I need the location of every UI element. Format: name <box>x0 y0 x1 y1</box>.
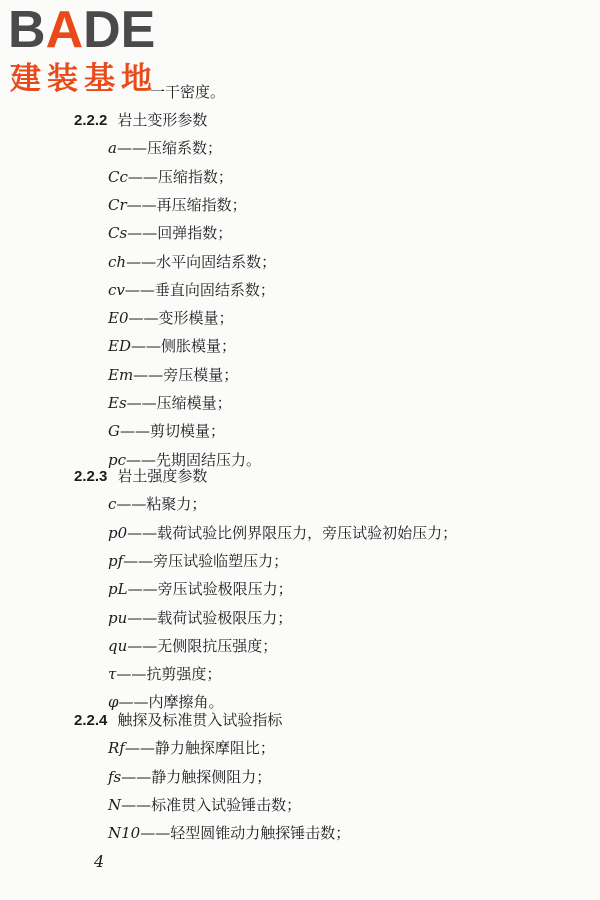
definition-dash: —— <box>127 609 158 627</box>
definition-item <box>108 138 222 158</box>
definition-dash: —— <box>133 366 164 384</box>
section-number: 2.2.2 <box>74 112 108 129</box>
definition-text: 变形模量； <box>158 309 234 327</box>
definition-dash: —— <box>126 253 157 271</box>
section-number: 2.2.4 <box>74 712 108 729</box>
definition-text: 再压缩指数； <box>156 196 247 214</box>
definition-item <box>108 767 271 787</box>
definition-symbol: E0 <box>108 309 129 327</box>
definition-item <box>108 795 301 815</box>
definition-text: 旁压模量； <box>163 366 239 384</box>
definition-dash: —— <box>116 139 147 157</box>
definition-item <box>108 336 236 356</box>
definition-symbol: Cc <box>108 168 128 186</box>
definition-text: 压缩指数； <box>157 168 233 186</box>
definition-symbol: G <box>108 422 120 440</box>
section-heading <box>74 710 282 731</box>
definition-dash: —— <box>130 337 161 355</box>
definition-dash: —— <box>140 824 171 842</box>
section-number: 2.2.3 <box>74 468 108 485</box>
definition-item <box>108 523 457 543</box>
definition-text: 旁压试验极限压力； <box>157 580 293 598</box>
section-title: 触探及标准贯入试验指标 <box>117 711 283 729</box>
definition-symbol: Es <box>108 394 127 412</box>
definition-text: 载荷试验极限压力； <box>157 609 293 627</box>
definition-text: 先期固结压力。 <box>156 451 262 469</box>
definition-dash: —— <box>127 168 158 186</box>
definition-symbol: pc <box>108 451 127 469</box>
definition-text: 压缩系数； <box>146 139 222 157</box>
definition-text: 压缩模量； <box>156 394 232 412</box>
logo-letters-de: DE <box>83 1 156 59</box>
definition-dash: —— <box>126 196 157 214</box>
definition-symbol: pL <box>108 580 128 598</box>
definition-symbol: pf <box>108 552 124 570</box>
definition-text: 标准贯入试验锤击数； <box>151 796 302 814</box>
definition-item <box>108 167 233 187</box>
definition-text: 回弹指数； <box>157 224 233 242</box>
definition-symbol: c <box>108 495 117 513</box>
definition-symbol: ED <box>108 337 131 355</box>
definition-dash: —— <box>119 422 150 440</box>
definition-dash: —— <box>127 580 158 598</box>
logo-letter-b: B <box>8 1 46 59</box>
definition-item <box>108 365 238 385</box>
definition-dash: —— <box>116 495 147 513</box>
definition-text: 旁压试验临塑压力； <box>153 552 289 570</box>
definition-item <box>108 636 277 656</box>
logo-wordmark <box>8 2 155 58</box>
definition-item <box>108 579 293 599</box>
definition-dash: —— <box>126 394 157 412</box>
definition-item <box>108 421 225 441</box>
definition-symbol: p0 <box>108 524 128 542</box>
definition-item <box>108 823 350 843</box>
definition-symbol: qu <box>108 637 128 655</box>
definition-text: 内摩擦角。 <box>148 693 224 711</box>
definition-dash: —— <box>123 552 154 570</box>
definition-item <box>108 551 288 571</box>
definition-dash: —— <box>121 768 152 786</box>
definition-dash: —— <box>124 739 155 757</box>
definition-symbol: τ <box>108 665 117 683</box>
definition-symbol: N10 <box>108 824 141 842</box>
definition-dash: —— <box>126 451 157 469</box>
definition-dash: —— <box>127 637 158 655</box>
section-heading <box>74 466 207 487</box>
definition-item <box>108 393 232 413</box>
definition-symbol: Cr <box>108 196 127 214</box>
definition-text: 静力触探侧阻力； <box>151 768 272 786</box>
section-heading <box>74 110 207 131</box>
logo-letter-a: A <box>45 1 84 59</box>
definition-dash: —— <box>121 796 152 814</box>
definition-item <box>108 308 234 328</box>
definition-text: 垂直向固结系数； <box>154 281 275 299</box>
definition-symbol: Rf <box>108 739 125 757</box>
section-title: 岩土变形参数 <box>117 111 208 129</box>
definition-symbol: cv <box>108 281 125 299</box>
definition-text: 粘聚力； <box>146 495 207 513</box>
definition-item <box>108 494 206 514</box>
logo-subtitle: 建装基地 <box>10 61 158 97</box>
definition-item <box>108 280 275 300</box>
definition-text: 抗剪强度； <box>146 665 222 683</box>
definition-item <box>108 195 247 215</box>
definition-item <box>108 223 232 243</box>
top-fragment: 一干密度。 <box>150 83 226 101</box>
definition-dash: —— <box>128 309 159 327</box>
page-number: 4 <box>94 852 105 871</box>
definition-item <box>108 608 292 628</box>
definition-symbol: φ <box>108 693 119 711</box>
definition-dash: —— <box>116 665 147 683</box>
section-title: 岩土强度参数 <box>117 467 208 485</box>
definition-item <box>108 252 276 272</box>
definition-item <box>108 738 275 758</box>
definition-dash: —— <box>124 281 155 299</box>
definition-symbol: Em <box>108 366 134 384</box>
definition-dash: —— <box>118 693 149 711</box>
definition-dash: —— <box>127 524 158 542</box>
definition-text: 水平向固结系数； <box>156 253 277 271</box>
definition-text: 载荷试验比例界限压力，旁压试验初始压力； <box>157 524 458 542</box>
definition-text: 剪切模量； <box>149 422 225 440</box>
definition-symbol: a <box>108 139 117 157</box>
definition-symbol: fs <box>108 768 122 786</box>
definition-dash: —— <box>127 224 158 242</box>
definition-symbol: Cs <box>108 224 128 242</box>
definition-text: 无侧限抗压强度； <box>157 637 278 655</box>
definition-text: 侧胀模量； <box>160 337 236 355</box>
definition-text: 轻型圆锥动力触探锤击数； <box>170 824 351 842</box>
definition-text: 静力触探摩阻比； <box>154 739 275 757</box>
definition-symbol: ch <box>108 253 127 271</box>
definition-item <box>108 664 221 684</box>
definition-symbol: pu <box>108 609 128 627</box>
definition-symbol: N <box>108 796 122 814</box>
definition-item <box>108 692 224 712</box>
